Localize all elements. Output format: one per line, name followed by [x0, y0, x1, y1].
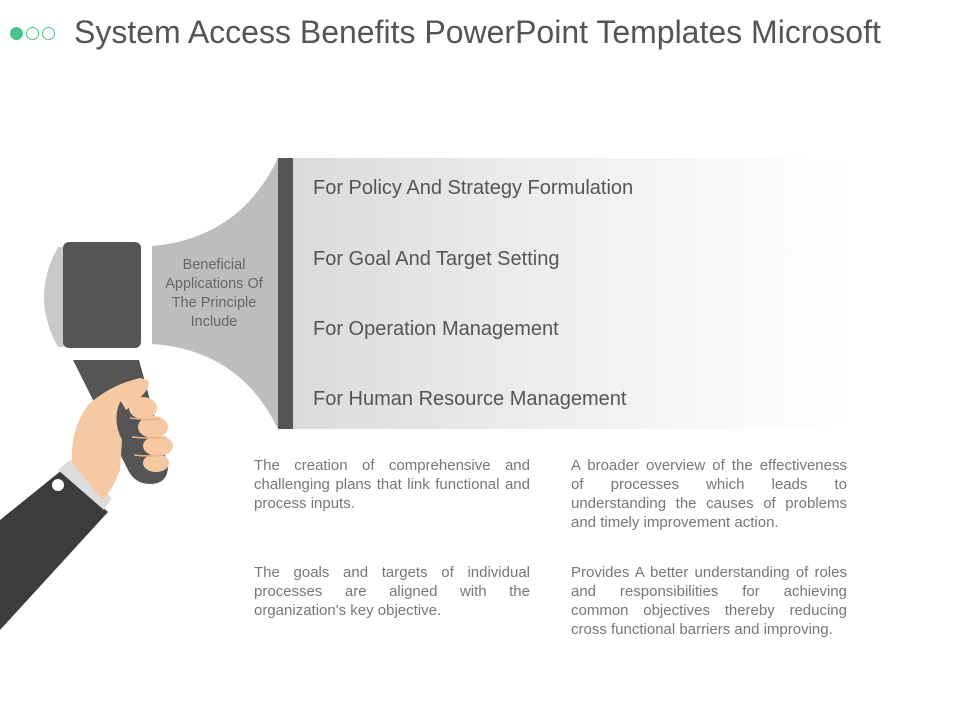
description-text: A broader overview of the effectiveness of processes which leads to understanding the causes of problems and timely improvement action. — [571, 457, 847, 531]
application-item: For Human Resource Management — [313, 388, 627, 410]
finger-1 — [129, 397, 157, 419]
megaphone-back-cap — [44, 247, 66, 347]
page-title: System Access Benefits PowerPoint Templates Microsoft — [74, 14, 881, 50]
description-text: Provides A better understanding of roles and responsibilities for achieving common objectives thereby reducing cross functional barriers and improving. — [571, 564, 847, 638]
application-item: For Operation Management — [313, 318, 559, 340]
application-item: For Goal And Target Setting — [313, 248, 560, 270]
application-item: For Policy And Strategy Formulation — [313, 177, 634, 199]
megaphone-label: Beneficial Applications Of The Principle Include — [165, 257, 263, 330]
megaphone-body — [63, 242, 141, 348]
description-text: The goals and targets of individual processes are aligned with the organization's key objective. — [254, 564, 530, 619]
cuff-button-icon — [52, 479, 64, 491]
description-text: The creation of comprehensive and challenging plans that link functional and process inputs. — [254, 457, 530, 512]
megaphone-rim — [278, 158, 293, 429]
finger-3 — [143, 436, 173, 456]
